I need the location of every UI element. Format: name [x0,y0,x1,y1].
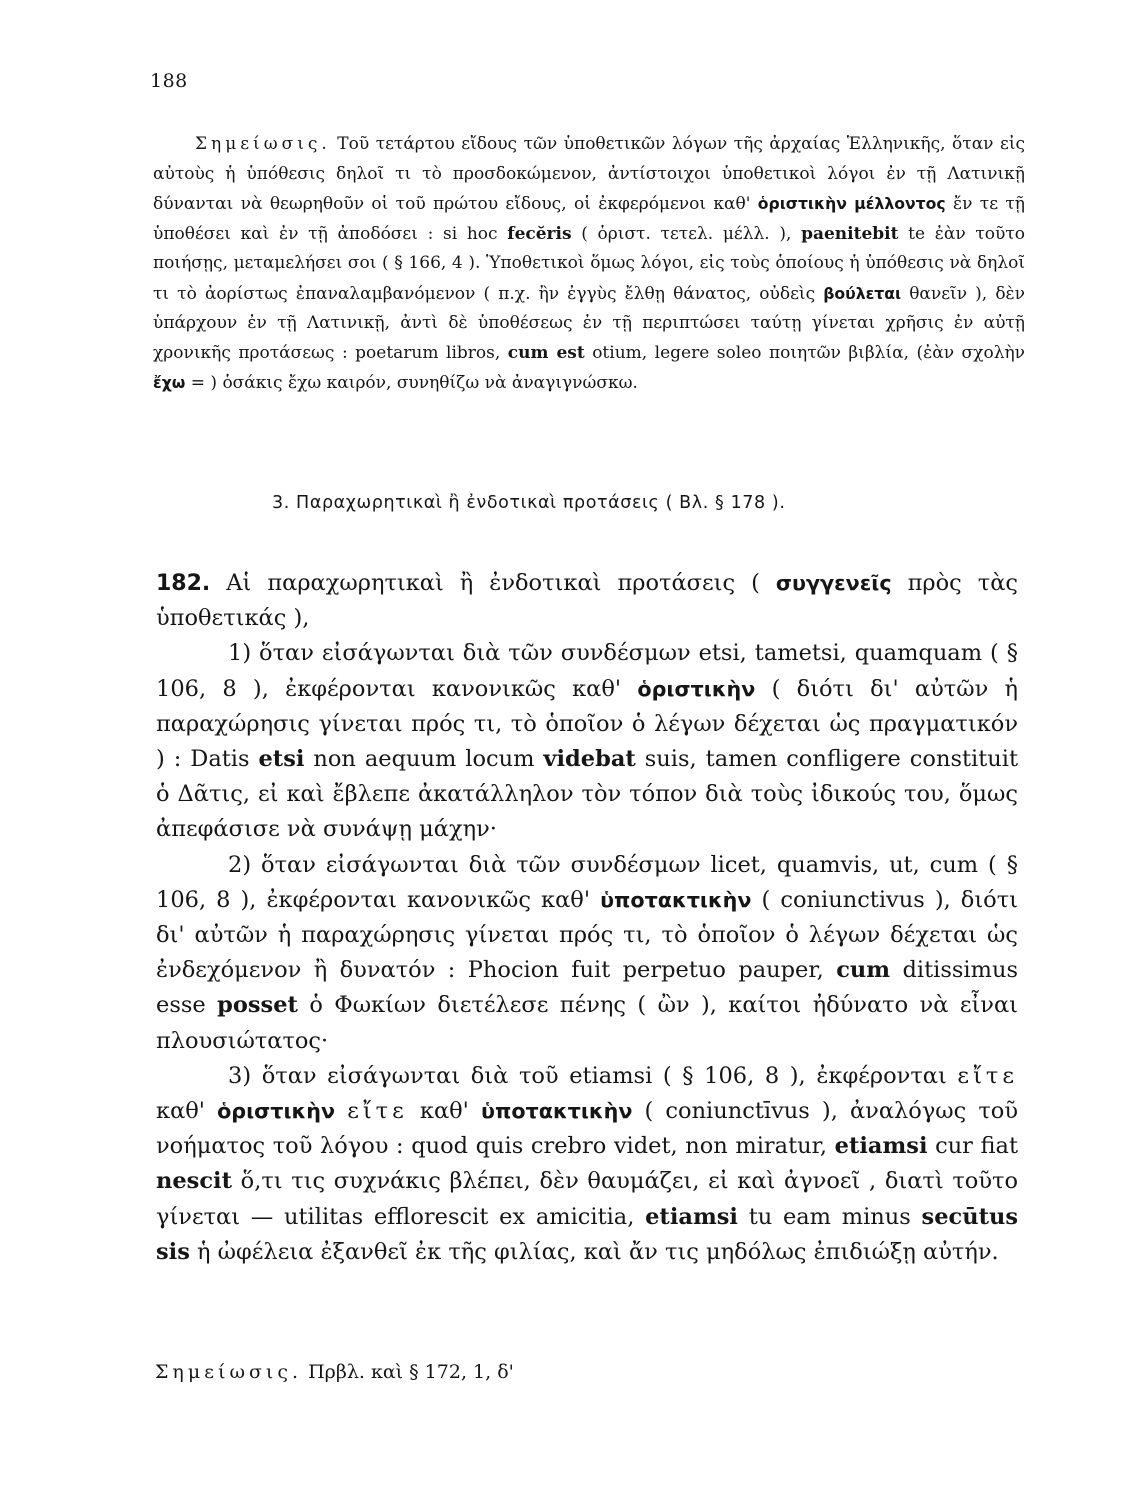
note-latin-bold: cum est [507,342,585,363]
item-text: 1) ὅταν εἰσάγωνται διὰ τῶν συνδέσμων etsi, tametsi, quamquam ( § 106, 8 ), ἐκφέρονται κανονικῶς καθ' [156,640,1018,702]
intro-emphasis: συγγενεῖς [775,571,892,595]
item-text: ἡ ὠφέλεια ἐξανθεῖ ἐκ τῆς φιλίας, καὶ ἄν τις μηδόλως ἐπιδιώξῃ αὐτήν. [189,1238,999,1265]
footnote-remark [155,1361,514,1383]
note-text: θανεῖν ), δὲν ὑπάρχουν ἐν τῇ Λατινικῇ, ἀντὶ δὲ ὑποθέσεως ἐν τῇ περιπτώσει ταύτῃ γίνεται χρῆσις ἐν αὐτῇ χρονικῆς προτάσεως : poetarum libros, [153,283,1026,363]
item-latin-bold: cum [836,957,891,984]
note-text: ( ὁριστ. τετελ. μέλλ. ), [571,223,802,244]
item-text: 3) ὅταν εἰσάγωνται διὰ τοῦ etiamsi ( § 106, 8 ), ἐκφέρονται [228,1062,958,1089]
item-latin-bold: secūtus sis [156,1203,1018,1265]
item-latin-bold: videbat [543,746,636,773]
item-emphasis: ὁριστικὴν [637,676,756,701]
section-182 [156,566,1018,1270]
item-text: ( coniunctīvus ), ἀναλόγως τοῦ νοήματος τοῦ λόγου : quod quis crebro videt, non miratur, [156,1098,1018,1160]
subheading: 3. Παραχωρητικαὶ ἢ ἐνδοτικαὶ προτάσεις ( Βλ. § 178 ). [272,493,786,513]
section-number: 182. [156,571,211,596]
note-text: Τοῦ τετάρτου εἴδους τῶν ὑποθετικῶν λόγων τῆς ἀρχαίας Ἑλληνικῆς, ὅταν εἰς αὐτοὺς ἡ ὑπόθεσις δηλοῖ τι τὸ προσδοκώμενον, ἀντίστοιχοι ὑποθετικοὶ λόγοι ἐν τῇ Λατινικῇ δύνανται νὰ θεωρηθοῦν οἱ τοῦ πρώτου εἴδους, οἱ ἐκφερόμενοι καθ' [153,134,1025,214]
item-text: tu eam minus [737,1203,922,1230]
list-item-1 [156,636,1018,847]
item-latin-bold: posset [217,992,298,1019]
item-latin-bold: etsi [258,746,305,773]
note-emphasis: βούλεται [823,283,902,303]
intro-text: Αἱ παραχωρητικαὶ ἢ ἐνδοτικαὶ προτάσεις ( [210,570,776,596]
section-intro [156,566,1018,636]
item-text: ( διότι δι' αὐτῶν ἡ παραχώρησις γίνεται πρός τι, τὸ ὁποῖον ὁ λέγων δέχεται ὡς πραγματικόν ) : Datis [156,675,1018,773]
item-text: ditissimus esse [156,957,1019,1019]
item-text: 2) ὅταν εἰσάγωνται διὰ τῶν συνδέσμων licet, quamvis, ut, cum ( § 106, 8 ), ἐκφέρονται κανονικῶς καθ' [156,851,1018,913]
note-emphasis: ὁριστικὴν μέλλοντος [757,194,946,213]
item-text: ὁ Φωκίων διετέλεσε πένης ( ὢν ), καίτοι ἠδύνατο νὰ εἶναι πλουσιώτατος· [156,992,1018,1054]
item-text: ὅ,τι τις συχνάκις βλέπει, δὲν θαυμάζει, εἰ καὶ ἀγνοεῖ , διατὶ τοῦτο γίνεται — utilitas efflorescit ex amicitia, [156,1168,1018,1230]
item-latin-bold: etiamsi [645,1203,738,1230]
page-number: 188 [150,70,188,92]
list-item-3 [156,1059,1018,1270]
item-text: cur fiat [927,1133,1018,1160]
intro-text: πρὸς τὰς ὑποθετικάς ), [156,570,1018,632]
item-latin-bold: nescit [156,1168,232,1195]
list-item-2 [156,848,1018,1059]
item-latin-bold: etiamsi [834,1133,928,1160]
note-latin-bold: fecĕris [507,223,572,244]
note-label: Σημείωσις. [155,1361,303,1383]
item-text: suis, tamen confligere constituit ὁ Δᾶτις, εἰ καὶ ἔβλεπε ἀκατάλληλον τὸν τόπον διὰ τοὺς ἰδικούς του, ὅμως ἀπεφάσισε νὰ συνάψῃ μάχην· [156,746,1018,843]
note-latin-bold: paenitebit [801,223,899,244]
item-emphasis: ὁριστικὴν [217,1099,336,1124]
note-remark [153,130,1025,399]
item-text: ( coniunctivus ), διότι δι' αὐτῶν ἡ παραχώρησις γίνεται πρός τι, τὸ ὁποῖον ὁ λέγων δέχεται ὡς ἐνδεχόμενον ἢ δυνατόν : Phocion fuit perpetuo pauper, [156,886,1018,984]
note-text: ἔν τε τῇ ὑποθέσει καὶ ἐν τῇ ἀποδόσει : si hoc [153,194,1025,244]
note-text: Πρβλ. καὶ § 172, 1, δ' [302,1361,514,1383]
item-spaced-word: εἴτε [957,1062,1018,1089]
item-emphasis: ὑποτακτικὴν [480,1099,633,1124]
item-text: καθ' [156,1098,218,1125]
note-label: Σημείωσις. [195,134,331,154]
item-emphasis: ὑποτακτικὴν [600,887,752,912]
item-spaced-word: εἴτε [347,1098,408,1125]
item-text: non aequum locum [304,746,544,773]
note-text: otium, legere soleo ποιητῶν βιβλία, (ἐὰν σχολὴν [584,342,1025,363]
note-emphasis: ἔχω [153,373,186,392]
item-text: καθ' [407,1098,481,1125]
note-text: = ) ὁσάκις ἔχω καιρόν, συνηθίζω νὰ ἀναγιγνώσκω. [185,373,638,393]
note-text: te ἐὰν τοῦτο ποιήσῃς, μεταμελήσει σοι ( § 166, 4 ). Ὑποθετικοὶ ὅμως λόγοι, εἰς τοὺς ὁποίους ἡ ὑπόθεσις νὰ δηλοῖ τι τὸ ἀορίστως ἐπαναλαμβανόμενον ( π.χ. ἢν ἐγγὺς ἔλθῃ θάνατος, οὐδεὶς [153,223,1026,304]
